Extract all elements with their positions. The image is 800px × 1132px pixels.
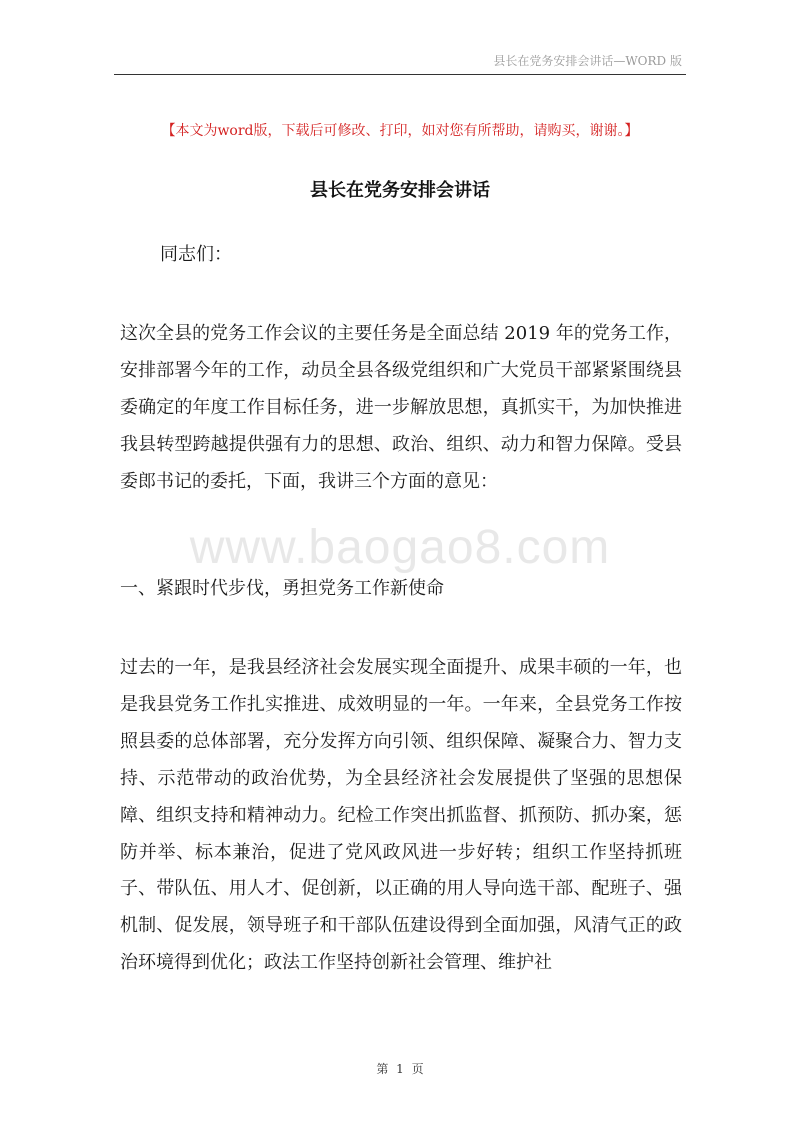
salutation: 同志们： xyxy=(160,244,232,265)
purchase-notice: 【本文为word版，下载后可修改、打印，如对您有所帮助，请购买，谢谢。】 xyxy=(161,123,639,139)
paragraph-intro: 这次全县的党务工作会议的主要任务是全面总结 2019 年的党务工作，安排部署今年的工作，动员全县各级党组织和广大党员干部紧紧围绕县委确定的年度工作目标任务，进一步解放思想，真抓实干，为加快推进我县转型跨越提供强有力的思想、政治、组织、动力和智力保障。受县委郎书记的委托，下面，我讲三个方面的意见： xyxy=(120,323,682,492)
watermark: www.baogao8.com xyxy=(189,521,611,574)
section-heading-1: 一、紧跟时代步伐，勇担党务工作新使命 xyxy=(120,578,444,599)
document-header: 县长在党务安排会讲话—WORD 版 xyxy=(493,54,682,68)
paragraph-review: 过去的一年，是我县经济社会发展实现全面提升、成果丰硕的一年，也是我县党务工作扎实推进、成效明显的一年。一年来，全县党务工作按照县委的总体部署，充分发挥方向引领、组织保障、凝聚合力、智力支持、示范带动的政治优势，为全县经济社会发展提供了坚强的思想保障、组织支持和精神动力。纪检工作突出抓监督、抓预防、抓办案，惩防并举、标本兼治，促进了党风政风进一步好转；组织工作坚持抓班子、带队伍、用人才、促创新，以正确的用人导向选干部、配班子、强机制、促发展，领导班子和干部队伍建设得到全面加强，风清气正的政治环境得到优化；政法工作坚持创新社会管理、维护社 xyxy=(120,657,682,974)
header-divider xyxy=(114,74,686,75)
page-number: 第 1 页 xyxy=(376,1062,424,1076)
document-title: 县长在党务安排会讲话 xyxy=(310,180,490,201)
